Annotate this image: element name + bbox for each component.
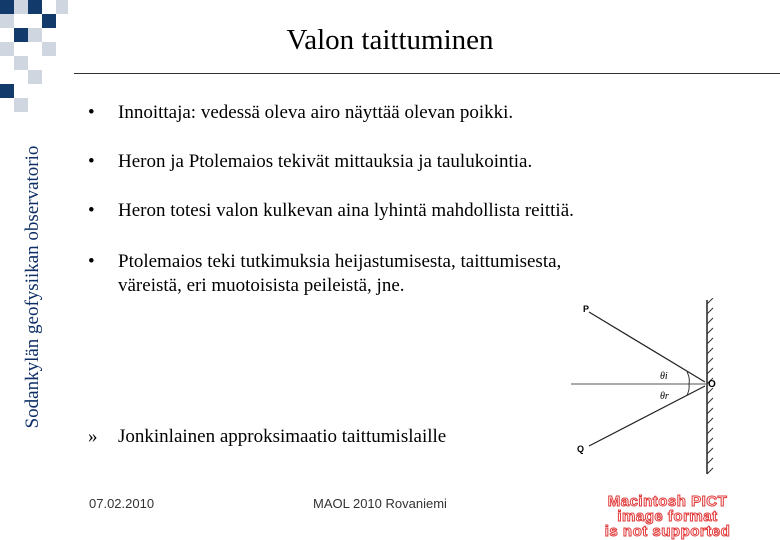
decor-square xyxy=(56,0,68,14)
unsupported-image-placeholder xyxy=(555,494,780,539)
decor-square xyxy=(0,0,14,14)
bullet-text: Ptolemaios teki tutkimuksia heijastumisesta, taittumisesta, xyxy=(118,251,562,272)
angle-arc-reflected xyxy=(687,384,689,395)
bullet-text: Heron ja Ptolemaios tekivät mittauksia ja taulukointia. xyxy=(118,151,533,172)
bullet-text: Heron totesi valon kulkevan aina lyhintä mahdollista reittiä. xyxy=(118,200,574,221)
label-p: P xyxy=(583,304,590,314)
bullet-text: Innoittaja: vedessä oleva airo näyttää olevan poikki. xyxy=(118,102,514,123)
decor-square xyxy=(28,28,42,42)
sub-bullet-marker: » xyxy=(88,426,98,447)
incident-ray xyxy=(589,312,705,382)
sub-bullet-item xyxy=(88,425,446,449)
decor-square xyxy=(42,42,56,56)
bullet-item xyxy=(88,101,513,125)
label-o: O xyxy=(708,379,716,390)
decor-square xyxy=(0,14,14,28)
decor-square xyxy=(14,28,28,42)
bullet-item xyxy=(88,150,532,174)
pict-warning-line: image format xyxy=(617,508,718,525)
angle-arc-incident xyxy=(687,372,689,384)
decor-square xyxy=(0,84,14,98)
bullet-marker: • xyxy=(88,102,95,123)
reflection-diagram xyxy=(565,298,725,482)
label-theta-r: θr xyxy=(660,391,669,402)
sub-bullet-text: Jonkinlainen approksimaatio taittumislaille xyxy=(118,426,447,447)
bullet-marker: • xyxy=(88,251,95,272)
decor-square xyxy=(28,70,42,84)
organization-name: Sodankylän geofysiikan observatorio xyxy=(22,145,43,429)
footer-date: 07.02.2010 xyxy=(89,496,155,511)
footer-event: MAOL 2010 Rovaniemi xyxy=(313,496,447,511)
decor-square xyxy=(0,42,14,56)
sidebar xyxy=(0,0,66,540)
label-q: Q xyxy=(577,444,585,454)
pict-warning-line: is not supported xyxy=(604,523,731,540)
decor-square xyxy=(14,56,28,70)
decor-square xyxy=(14,0,28,14)
reflected-ray xyxy=(589,386,705,446)
bullet-item xyxy=(88,250,561,298)
decor-square xyxy=(42,14,56,28)
title-divider xyxy=(74,73,780,74)
slide-title: Valon taittuminen xyxy=(286,24,494,56)
pict-warning-line: Macintosh PICT xyxy=(607,493,728,510)
bullet-text-continuation: väreistä, eri muotoisista peileistä, jne. xyxy=(118,275,405,296)
label-theta-i: θi xyxy=(660,371,668,382)
decor-square xyxy=(28,0,42,14)
bullet-marker: • xyxy=(88,151,95,172)
bullet-item xyxy=(88,199,574,223)
bullet-marker: • xyxy=(88,200,95,221)
